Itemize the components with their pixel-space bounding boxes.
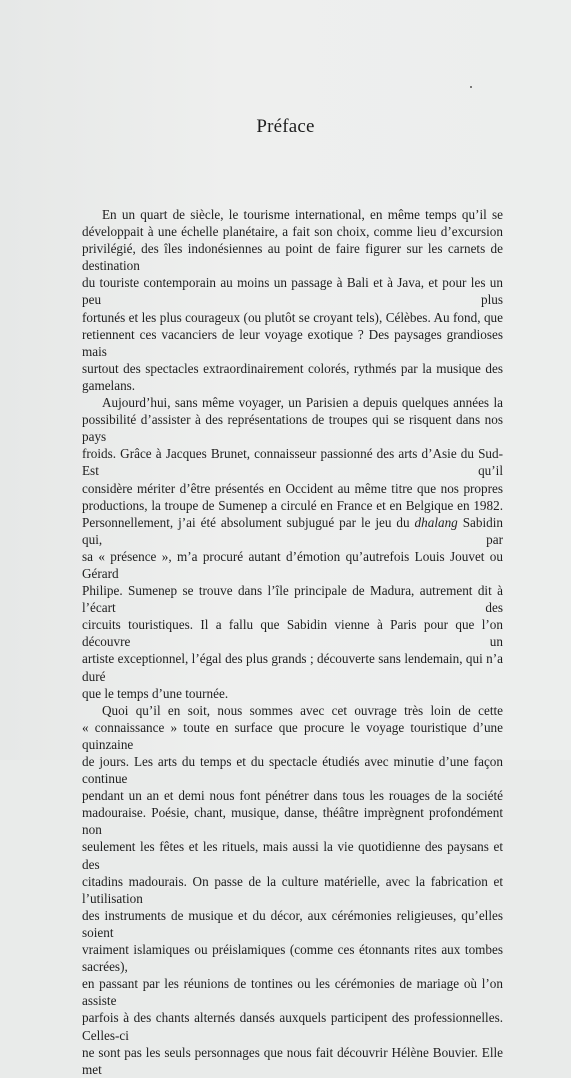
- text-line: possibilité d’assister à des représentations de troupes qui se risquent dans nos pays: [82, 412, 503, 445]
- text-line: considère mériter d’être présentés en Occident au même titre que nos propres: [82, 480, 503, 496]
- text-line: fortunés et les plus courageux (ou plutôt se croyant tels), Célèbes. Au fond, que: [82, 309, 503, 325]
- text-line: productions, la troupe de Sumenep a circulé en France et en Belgique en 1982.: [82, 497, 503, 513]
- text-line: privilégié, des îles indonésiennes au point de faire figurer sur les carnets de destination: [82, 241, 503, 274]
- text-line: gamelans.: [82, 377, 136, 393]
- text-line: de jours. Les arts du temps et du spectacle étudiés avec minutie d’une façon continue: [82, 754, 503, 787]
- text-line: vraiment islamiques ou préislamiques (comme ces étonnants rites aux tombes sacrées),: [82, 942, 503, 975]
- text-line: En un quart de siècle, le tourisme international, en même temps qu’il se: [102, 207, 503, 222]
- text-line: sa « présence », m’a procuré autant d’émotion qu’autrefois Louis Jouvet ou Gérard: [82, 548, 503, 581]
- text-line: parfois à des chants alternés dansés auxquels participent des professionnelles. Celles-ci: [82, 1010, 503, 1043]
- text-line: Philipe. Sumenep se trouve dans l’île principale de Madura, autrement dit à l’écart des: [82, 583, 503, 616]
- page-speck: [470, 86, 472, 88]
- text-line: que le temps d’une tournée.: [82, 685, 229, 701]
- text-line: Personnellement, j’ai été absolument subjugué par le jeu du dhalang Sabidin qui, par: [82, 514, 503, 547]
- text-line: Quoi qu’il en soit, nous sommes avec cet ouvrage très loin de cette: [102, 702, 503, 718]
- text-line: seulement les fêtes et les rituels, mais aussi la vie quotidienne des paysans et des: [82, 839, 503, 872]
- text-line: citadins madourais. On passe de la culture matérielle, avec la fabrication et l’utilisation: [82, 873, 503, 906]
- text-line: Aujourd’hui, sans même voyager, un Parisien a depuis quelques années la: [102, 395, 503, 411]
- text-line: des instruments de musique et du décor, aux cérémonies religieuses, qu’elles soient: [82, 907, 503, 940]
- text-line: développait à une échelle planétaire, a fait son choix, comme lieu d’excursion: [82, 224, 503, 240]
- text-line: froids. Grâce à Jacques Brunet, connaisseur passionné des arts d’Asie du Sud-Est qu’il: [82, 446, 503, 479]
- text-line: en passant par les réunions de tontines ou les cérémonies de mariage où l’on assiste: [82, 976, 503, 1009]
- text-line: du touriste contemporain au moins un passage à Bali et à Java, et pour les un peu plus: [82, 275, 503, 308]
- text-line: pendant un an et demi nous font pénétrer dans tous les rouages de la société: [82, 788, 503, 804]
- paragraph: [82, 206, 503, 394]
- preface-body: [82, 206, 503, 1078]
- paragraph: [82, 702, 503, 1078]
- paragraph: [82, 394, 503, 702]
- text-line: circuits touristiques. Il a fallu que Sabidin vienne à Paris pour que l’on découvre un: [82, 617, 503, 650]
- text-line: ne sont pas les seuls personnages que nous fait découvrir Hélène Bouvier. Elle met: [82, 1044, 503, 1077]
- page-title: Préface: [256, 116, 315, 137]
- text-line: retiennent ces vacanciers de leur voyage exotique ? Des paysages grandioses mais: [82, 326, 503, 359]
- text-line: « connaissance » toute en surface que procure le voyage touristique d’une quinzaine: [82, 719, 503, 752]
- text-line: surtout des spectacles extraordinairement colorés, rythmés par la musique des: [82, 360, 503, 376]
- text-line: madouraise. Poésie, chant, musique, danse, théâtre imprègnent profondément non: [82, 805, 503, 838]
- text-line: artiste exceptionnel, l’égal des plus grands ; découverte sans lendemain, qui n’a duré: [82, 651, 503, 684]
